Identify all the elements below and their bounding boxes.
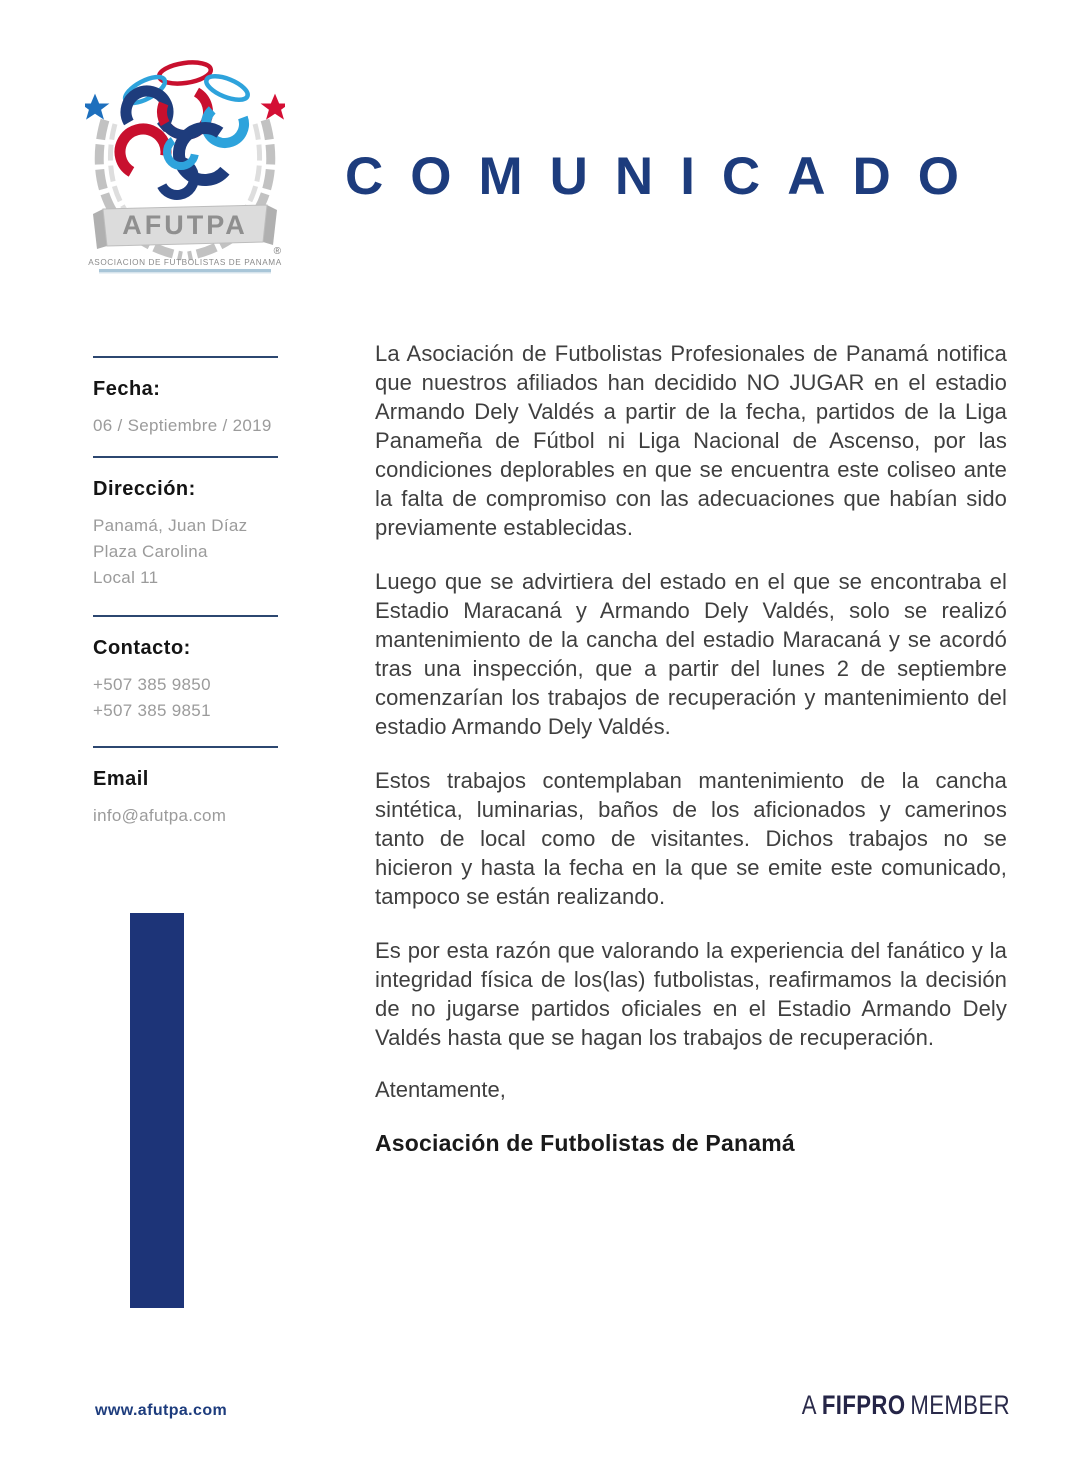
direccion-line: Plaza Carolina xyxy=(93,542,208,561)
paragraph-2: Luego que se advirtiera del estado en el que se encontraba el Estadio Maracaná y Armando Dely Valdés, solo se realizó mantenimiento de la cancha del estadio Maracaná y se acordó tras una inspección, que a partir del lunes 2 de septiembre comenzarían los trabajos de recuperación y mantenimiento del estadio Armando Dely Valdés. xyxy=(375,569,1007,739)
contact-sidebar xyxy=(93,356,278,833)
fecha-value: 06 / Septiembre / 2019 xyxy=(93,416,272,435)
email-label: Email xyxy=(93,768,149,790)
page-title: COMUNICADO xyxy=(345,147,986,206)
banner-ribbon xyxy=(93,205,277,249)
star-red-icon xyxy=(261,94,285,120)
logo-wordmark: AFUTPA xyxy=(122,210,248,240)
phone-number: +507 385 9851 xyxy=(93,701,211,720)
accent-bar xyxy=(130,913,184,1308)
direccion-line: Panamá, Juan Díaz xyxy=(93,516,248,535)
phone-number: +507 385 9850 xyxy=(93,675,211,694)
sidebar-section-email xyxy=(93,746,278,833)
fifpro-brand: FIFPRO xyxy=(821,1390,906,1420)
logo-underline xyxy=(99,269,271,272)
paragraph-4: Es por esta razón que valorando la experiencia del fanático y la integridad física de los(las) futbolistas, reafirmamos la decisión de no jugarse partidos oficiales en el Estadio Armando Dely Valdés hasta que se hagan los trabajos de recuperación. xyxy=(375,938,1007,1050)
fecha-label: Fecha: xyxy=(93,378,161,400)
sidebar-section-direccion xyxy=(93,456,278,615)
letter-body xyxy=(375,339,1007,1157)
logo-underline-light xyxy=(99,272,271,274)
logo-tagline: ASOCIACION DE FUTBOLISTAS DE PANAMA xyxy=(88,258,282,267)
direccion-label: Dirección: xyxy=(93,478,196,500)
sidebar-section-contacto xyxy=(93,615,278,746)
paragraph-3: Estos trabajos contemplaban mantenimiento de la cancha sintética, luminarias, baños de los aficionados y camerinos tanto de local como de visitantes. Dichos trabajos no se hicieron y hasta la fecha en la que se emite este comunicado, tampoco se están realizando. xyxy=(375,768,1007,909)
afutpa-crest-icon xyxy=(85,60,285,278)
sidebar-section-fecha xyxy=(93,356,278,456)
direccion-line: Local 11 xyxy=(93,568,159,587)
email-value: info@afutpa.com xyxy=(93,806,227,825)
swirl-ball xyxy=(112,60,251,198)
website-url: www.afutpa.com xyxy=(95,1402,228,1419)
paragraph-1: La Asociación de Futbolistas Profesionales de Panamá notifica que nuestros afiliados han decidido NO JUGAR en el estadio Armando Dely Valdés a partir de la fecha, partidos de la Liga Panameña de Fútbol ni Liga Nacional de Ascenso, por las condiciones deplorables en que se encuentra este coliseo ante la falta de compromiso con las adecuaciones que habían sido previamente establecidas. xyxy=(375,341,1007,540)
fifpro-member-mark xyxy=(802,1390,1010,1421)
signature-line: Asociación de Futbolistas de Panamá xyxy=(375,1130,795,1156)
contacto-label: Contacto: xyxy=(93,637,191,659)
star-blue-icon xyxy=(85,94,109,120)
member-suffix: MEMBER xyxy=(910,1390,1010,1420)
registered-mark: ® xyxy=(273,246,281,257)
afutpa-logo xyxy=(85,60,285,278)
closing-salutation: Atentamente, xyxy=(375,1077,506,1102)
member-prefix: A xyxy=(801,1390,817,1420)
